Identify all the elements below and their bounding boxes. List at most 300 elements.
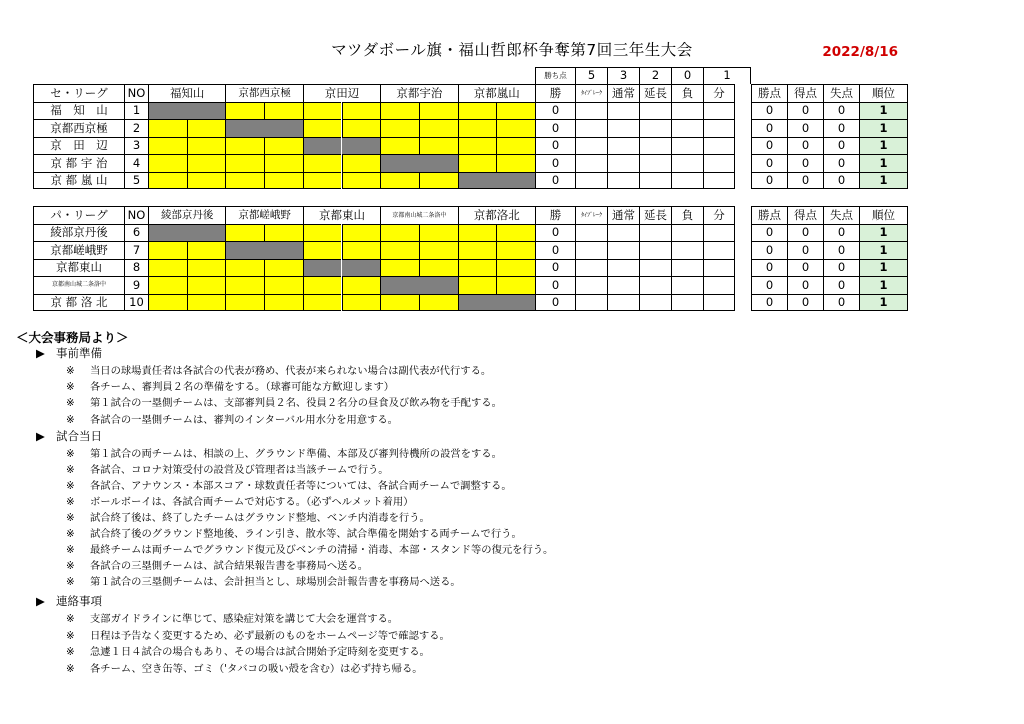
result-blank: [607, 294, 639, 311]
team-name: 綾部京丹後: [33, 224, 124, 241]
result-scored: 0: [787, 154, 823, 171]
note-item: [66, 557, 368, 572]
match-cell: [342, 172, 381, 189]
result-blank: [575, 294, 607, 311]
match-cell: [458, 276, 497, 293]
note-text: 急遽１日４試合の場合もあり、その場合は試合開始予定時刻を変更する。: [90, 646, 430, 659]
note-text: 第１試合の一塁側チームは、支部審判員２名、役員２名分の昼食及び飲み物を手配する。: [90, 397, 502, 410]
match-cell: [419, 259, 458, 276]
match-cell: [303, 154, 342, 171]
match-cell: [148, 241, 187, 258]
result-header: 勝: [535, 84, 575, 102]
self-match-cell: [380, 154, 419, 171]
match-cell: [342, 102, 381, 119]
result-win: 0: [535, 259, 575, 276]
section-title: 事前準備: [56, 346, 102, 360]
note-text: 最終チームは両チームでグラウンド復元及びベンチの清掃・消毒、本部・スタンド等の復元を行う。: [90, 544, 554, 556]
match-cell: [342, 224, 381, 241]
self-match-cell: [496, 294, 535, 311]
result-win: 0: [535, 154, 575, 171]
note-mark: ※: [66, 528, 75, 540]
result-scored: 0: [787, 102, 823, 119]
result-lost: 0: [823, 294, 859, 311]
self-match-cell: [225, 119, 264, 136]
result-win: 0: [535, 224, 575, 241]
result-blank: [575, 119, 607, 136]
result-blank: [703, 102, 735, 119]
match-cell: [225, 102, 264, 119]
team-no: 4: [124, 154, 148, 171]
self-match-cell: [458, 294, 497, 311]
match-cell: [458, 241, 497, 258]
match-cell: [187, 172, 226, 189]
match-cell: [458, 259, 497, 276]
section-title: 試合当日: [56, 429, 102, 443]
event-date: 2022/8/16: [822, 44, 898, 60]
match-cell: [496, 259, 535, 276]
self-match-cell: [148, 102, 187, 119]
result-blank: [575, 137, 607, 154]
self-match-cell: [380, 276, 419, 293]
note-text: 試合終了後は、終了したチームはグラウンド整地、ベンチ内消毒を行う。: [90, 512, 430, 524]
match-cell: [148, 154, 187, 171]
opponent-header: 京都嵐山: [458, 84, 535, 102]
result-blank: [671, 294, 703, 311]
self-match-cell: [187, 224, 226, 241]
result-header: 失点: [823, 84, 859, 102]
points-value: 5: [575, 67, 607, 84]
result-header: 分: [703, 206, 735, 224]
match-cell: [225, 224, 264, 241]
result-lost: 0: [823, 119, 859, 136]
result-blank: [575, 259, 607, 276]
section-heading: [36, 345, 102, 361]
note-mark: ※: [66, 464, 75, 476]
note-mark: ※: [66, 413, 75, 426]
team-name: 京都東山: [33, 259, 124, 276]
match-cell: [148, 119, 187, 136]
result-header: 順位: [859, 84, 908, 102]
match-cell: [458, 224, 497, 241]
result-rank: 1: [859, 224, 908, 241]
result-blank: [671, 154, 703, 171]
match-cell: [496, 276, 535, 293]
result-blank: [703, 294, 735, 311]
team-name: 福 知 山: [33, 102, 124, 119]
section-title: 連絡事項: [56, 594, 102, 608]
result-blank: [639, 119, 671, 136]
result-blank: [703, 276, 735, 293]
league-name: パ・リーグ: [33, 206, 124, 224]
result-header: 勝: [535, 206, 575, 224]
result-blank: [575, 224, 607, 241]
note-text: 当日の球場責任者は各試合の代表が務め、代表が来られない場合は副代表が代行する。: [90, 365, 492, 377]
result-blank: [639, 294, 671, 311]
note-text: 各試合、アナウンス・本部スコア・球数責任者等については、各試合両チームで調整する。: [90, 480, 512, 492]
note-text: 各チーム、審判員２名の準備をする。（球審可能な方歓迎します）: [90, 381, 395, 394]
match-cell: [496, 241, 535, 258]
result-blank: [607, 172, 639, 189]
result-header: 負: [671, 84, 703, 102]
section-heading: [36, 593, 102, 609]
self-match-cell: [458, 172, 497, 189]
result-pts: 0: [751, 154, 787, 171]
self-match-cell: [148, 224, 187, 241]
result-blank: [607, 224, 639, 241]
no-header: NO: [124, 206, 148, 224]
self-match-cell: [264, 119, 303, 136]
match-cell: [419, 294, 458, 311]
match-cell: [264, 259, 303, 276]
match-cell: [419, 224, 458, 241]
opponent-header: 福知山: [148, 84, 225, 102]
points-value: 2: [639, 67, 671, 84]
note-mark: ※: [66, 613, 75, 625]
result-blank: [671, 259, 703, 276]
team-name: 京 都 洛 北: [33, 294, 124, 311]
points-value: 3: [607, 67, 639, 84]
team-name: 京 都 嵐 山: [33, 172, 124, 189]
result-blank: [607, 102, 639, 119]
opponent-header: 京都東山: [303, 206, 380, 224]
points-value: 0: [671, 67, 703, 84]
section-bullet-icon: ▶: [36, 346, 45, 360]
self-match-cell: [419, 276, 458, 293]
result-scored: 0: [787, 172, 823, 189]
self-match-cell: [225, 241, 264, 258]
opponent-header: 京都宇治: [380, 84, 457, 102]
note-text: 各試合、コロナ対策受付の設営及び管理者は当該チームで行う。: [90, 464, 389, 476]
note-text: 試合終了後のグラウンド整地後、ライン引き、散水等、試合準備を開始する両チームで行う。: [90, 528, 522, 540]
team-name: 京都嵯峨野: [33, 241, 124, 258]
team-name: 京都南山城二条洛中: [33, 276, 124, 293]
notes-heading: ＜大会事務局より＞: [16, 330, 129, 345]
result-pts: 0: [751, 137, 787, 154]
match-cell: [264, 102, 303, 119]
match-cell: [342, 241, 381, 258]
points-value: 1: [703, 67, 751, 84]
match-cell: [264, 172, 303, 189]
team-no: 7: [124, 241, 148, 258]
match-cell: [187, 137, 226, 154]
result-pts: 0: [751, 294, 787, 311]
note-item: [66, 394, 502, 409]
opponent-header: 京都嵯峨野: [225, 206, 302, 224]
match-cell: [380, 224, 419, 241]
result-header: ﾀｲﾌﾞﾚｰｸ: [575, 206, 607, 224]
match-cell: [496, 154, 535, 171]
note-item: [66, 643, 430, 658]
note-item: [66, 445, 502, 460]
result-rank: 1: [859, 137, 908, 154]
note-mark: ※: [66, 629, 75, 642]
result-blank: [671, 172, 703, 189]
match-cell: [419, 241, 458, 258]
note-item: [66, 541, 553, 556]
result-blank: [639, 241, 671, 258]
match-cell: [225, 172, 264, 189]
note-mark: ※: [66, 512, 75, 524]
page-title: マツダボール旗・福山哲郎杯争奪第7回三年生大会: [331, 41, 693, 59]
result-blank: [671, 137, 703, 154]
result-rank: 1: [859, 154, 908, 171]
self-match-cell: [303, 259, 342, 276]
result-scored: 0: [787, 276, 823, 293]
note-text: 各チーム、空き缶等、ゴミ（'タバコの吸い殻を含む）は必ず持ち帰る。: [90, 662, 423, 675]
result-blank: [639, 224, 671, 241]
match-cell: [380, 102, 419, 119]
league-name: セ・リーグ: [33, 84, 124, 102]
points-label: 勝ち点: [535, 67, 575, 84]
result-win: 0: [535, 276, 575, 293]
result-lost: 0: [823, 241, 859, 258]
team-no: 2: [124, 119, 148, 136]
match-cell: [458, 154, 497, 171]
result-win: 0: [535, 294, 575, 311]
note-item: [66, 493, 413, 508]
result-scored: 0: [787, 241, 823, 258]
opponent-header: 京都南山城二条洛中: [380, 206, 457, 224]
match-cell: [342, 119, 381, 136]
result-header: 勝点: [751, 84, 787, 102]
self-match-cell: [419, 154, 458, 171]
result-header: 順位: [859, 206, 908, 224]
result-lost: 0: [823, 102, 859, 119]
result-lost: 0: [823, 276, 859, 293]
match-cell: [303, 119, 342, 136]
note-item: [66, 477, 512, 492]
match-cell: [225, 259, 264, 276]
note-mark: ※: [66, 560, 75, 572]
match-cell: [303, 172, 342, 189]
result-header: 失点: [823, 206, 859, 224]
match-cell: [225, 294, 264, 311]
match-cell: [187, 294, 226, 311]
match-cell: [458, 137, 497, 154]
section-heading: [36, 428, 102, 444]
match-cell: [342, 276, 381, 293]
note-text: 第１試合の三塁側チームは、会計担当とし、球場別会計報告書を事務局へ送る。: [90, 576, 461, 588]
result-win: 0: [535, 172, 575, 189]
result-lost: 0: [823, 172, 859, 189]
result-pts: 0: [751, 276, 787, 293]
match-cell: [380, 259, 419, 276]
match-cell: [187, 154, 226, 171]
result-header: 負: [671, 206, 703, 224]
match-cell: [264, 276, 303, 293]
self-match-cell: [342, 137, 381, 154]
result-win: 0: [535, 102, 575, 119]
result-header: ﾀｲﾌﾞﾚｰｸ: [575, 84, 607, 102]
note-mark: ※: [66, 448, 75, 460]
match-cell: [496, 102, 535, 119]
note-text: 各試合の一塁側チームは、審判のインターバル用水分を用意する。: [90, 413, 398, 426]
result-win: 0: [535, 137, 575, 154]
match-cell: [148, 294, 187, 311]
result-header: 延長: [639, 84, 671, 102]
result-lost: 0: [823, 137, 859, 154]
result-pts: 0: [751, 102, 787, 119]
note-item: [66, 362, 491, 377]
note-mark: ※: [66, 576, 75, 588]
self-match-cell: [342, 259, 381, 276]
note-item: [66, 525, 522, 540]
result-blank: [671, 241, 703, 258]
note-text: ボールボーイは、各試合両チームで対応する。（必ずヘルメット着用）: [90, 496, 414, 508]
match-cell: [303, 241, 342, 258]
result-scored: 0: [787, 294, 823, 311]
team-name: 京都西京極: [33, 119, 124, 136]
match-cell: [303, 224, 342, 241]
match-cell: [187, 259, 226, 276]
match-cell: [342, 154, 381, 171]
section-bullet-icon: ▶: [36, 594, 45, 608]
note-mark: ※: [66, 365, 75, 377]
result-pts: 0: [751, 224, 787, 241]
result-rank: 1: [859, 294, 908, 311]
result-blank: [607, 259, 639, 276]
note-mark: ※: [66, 397, 75, 410]
match-cell: [148, 259, 187, 276]
result-blank: [607, 137, 639, 154]
match-cell: [419, 137, 458, 154]
match-cell: [380, 294, 419, 311]
match-cell: [380, 137, 419, 154]
match-cell: [496, 137, 535, 154]
result-rank: 1: [859, 102, 908, 119]
self-match-cell: [496, 172, 535, 189]
match-cell: [419, 119, 458, 136]
match-cell: [225, 154, 264, 171]
team-no: 8: [124, 259, 148, 276]
result-pts: 0: [751, 172, 787, 189]
result-blank: [671, 102, 703, 119]
result-blank: [575, 241, 607, 258]
result-blank: [703, 119, 735, 136]
result-rank: 1: [859, 276, 908, 293]
result-pts: 0: [751, 119, 787, 136]
match-cell: [419, 172, 458, 189]
match-cell: [496, 224, 535, 241]
note-mark: ※: [66, 646, 75, 659]
team-name: 京 都 宇 治: [33, 154, 124, 171]
opponent-header: 京田辺: [303, 84, 380, 102]
result-blank: [639, 102, 671, 119]
result-header: 得点: [787, 206, 823, 224]
opponent-header: 京都洛北: [458, 206, 535, 224]
result-blank: [639, 154, 671, 171]
match-cell: [187, 241, 226, 258]
match-cell: [225, 137, 264, 154]
match-cell: [225, 276, 264, 293]
team-no: 6: [124, 224, 148, 241]
result-pts: 0: [751, 259, 787, 276]
result-blank: [639, 172, 671, 189]
result-blank: [639, 259, 671, 276]
opponent-header: 京都西京極: [225, 84, 302, 102]
result-header: 通常: [607, 84, 639, 102]
result-pts: 0: [751, 241, 787, 258]
team-no: 1: [124, 102, 148, 119]
note-text: 日程は予告なく変更するため、必ず最新のものをホームページ等で確認する。: [90, 629, 450, 642]
result-blank: [575, 172, 607, 189]
result-blank: [607, 241, 639, 258]
match-cell: [303, 294, 342, 311]
result-blank: [703, 154, 735, 171]
result-blank: [703, 172, 735, 189]
result-blank: [639, 276, 671, 293]
match-cell: [380, 241, 419, 258]
match-cell: [380, 119, 419, 136]
no-header: NO: [124, 84, 148, 102]
match-cell: [187, 276, 226, 293]
result-blank: [607, 276, 639, 293]
note-item: [66, 627, 450, 642]
result-win: 0: [535, 241, 575, 258]
result-rank: 1: [859, 259, 908, 276]
result-rank: 1: [859, 241, 908, 258]
result-blank: [671, 224, 703, 241]
result-scored: 0: [787, 224, 823, 241]
team-name: 京 田 辺: [33, 137, 124, 154]
opponent-header: 綾部京丹後: [148, 206, 225, 224]
note-text: 各試合の三塁側チームは、試合結果報告書を事務局へ送る。: [90, 560, 369, 572]
match-cell: [264, 224, 303, 241]
team-no: 10: [124, 294, 148, 311]
result-rank: 1: [859, 172, 908, 189]
result-blank: [575, 276, 607, 293]
result-blank: [607, 119, 639, 136]
match-cell: [419, 102, 458, 119]
note-mark: ※: [66, 381, 75, 394]
match-cell: [148, 137, 187, 154]
team-no: 5: [124, 172, 148, 189]
team-no: 3: [124, 137, 148, 154]
result-blank: [671, 276, 703, 293]
match-cell: [380, 172, 419, 189]
note-mark: ※: [66, 544, 75, 556]
note-text: 支部ガイドラインに準じて、感染症対策を講じて大会を運営する。: [90, 613, 399, 625]
match-cell: [264, 294, 303, 311]
match-cell: [303, 276, 342, 293]
note-item: [66, 509, 430, 524]
result-blank: [575, 102, 607, 119]
note-text: 第１試合の両チームは、相談の上、グラウンド準備、本部及び審判待機所の設営をする。: [90, 448, 502, 460]
result-blank: [639, 137, 671, 154]
result-blank: [703, 137, 735, 154]
note-item: [66, 610, 398, 625]
result-header: 勝点: [751, 206, 787, 224]
self-match-cell: [303, 137, 342, 154]
note-item: [66, 573, 461, 588]
result-scored: 0: [787, 119, 823, 136]
result-rank: 1: [859, 119, 908, 136]
match-cell: [264, 137, 303, 154]
result-header: 通常: [607, 206, 639, 224]
note-mark: ※: [66, 496, 75, 508]
result-scored: 0: [787, 259, 823, 276]
result-lost: 0: [823, 259, 859, 276]
match-cell: [458, 102, 497, 119]
result-lost: 0: [823, 154, 859, 171]
team-no: 9: [124, 276, 148, 293]
self-match-cell: [264, 241, 303, 258]
note-item: [66, 461, 389, 476]
result-header: 得点: [787, 84, 823, 102]
match-cell: [496, 119, 535, 136]
match-cell: [264, 154, 303, 171]
match-cell: [458, 119, 497, 136]
